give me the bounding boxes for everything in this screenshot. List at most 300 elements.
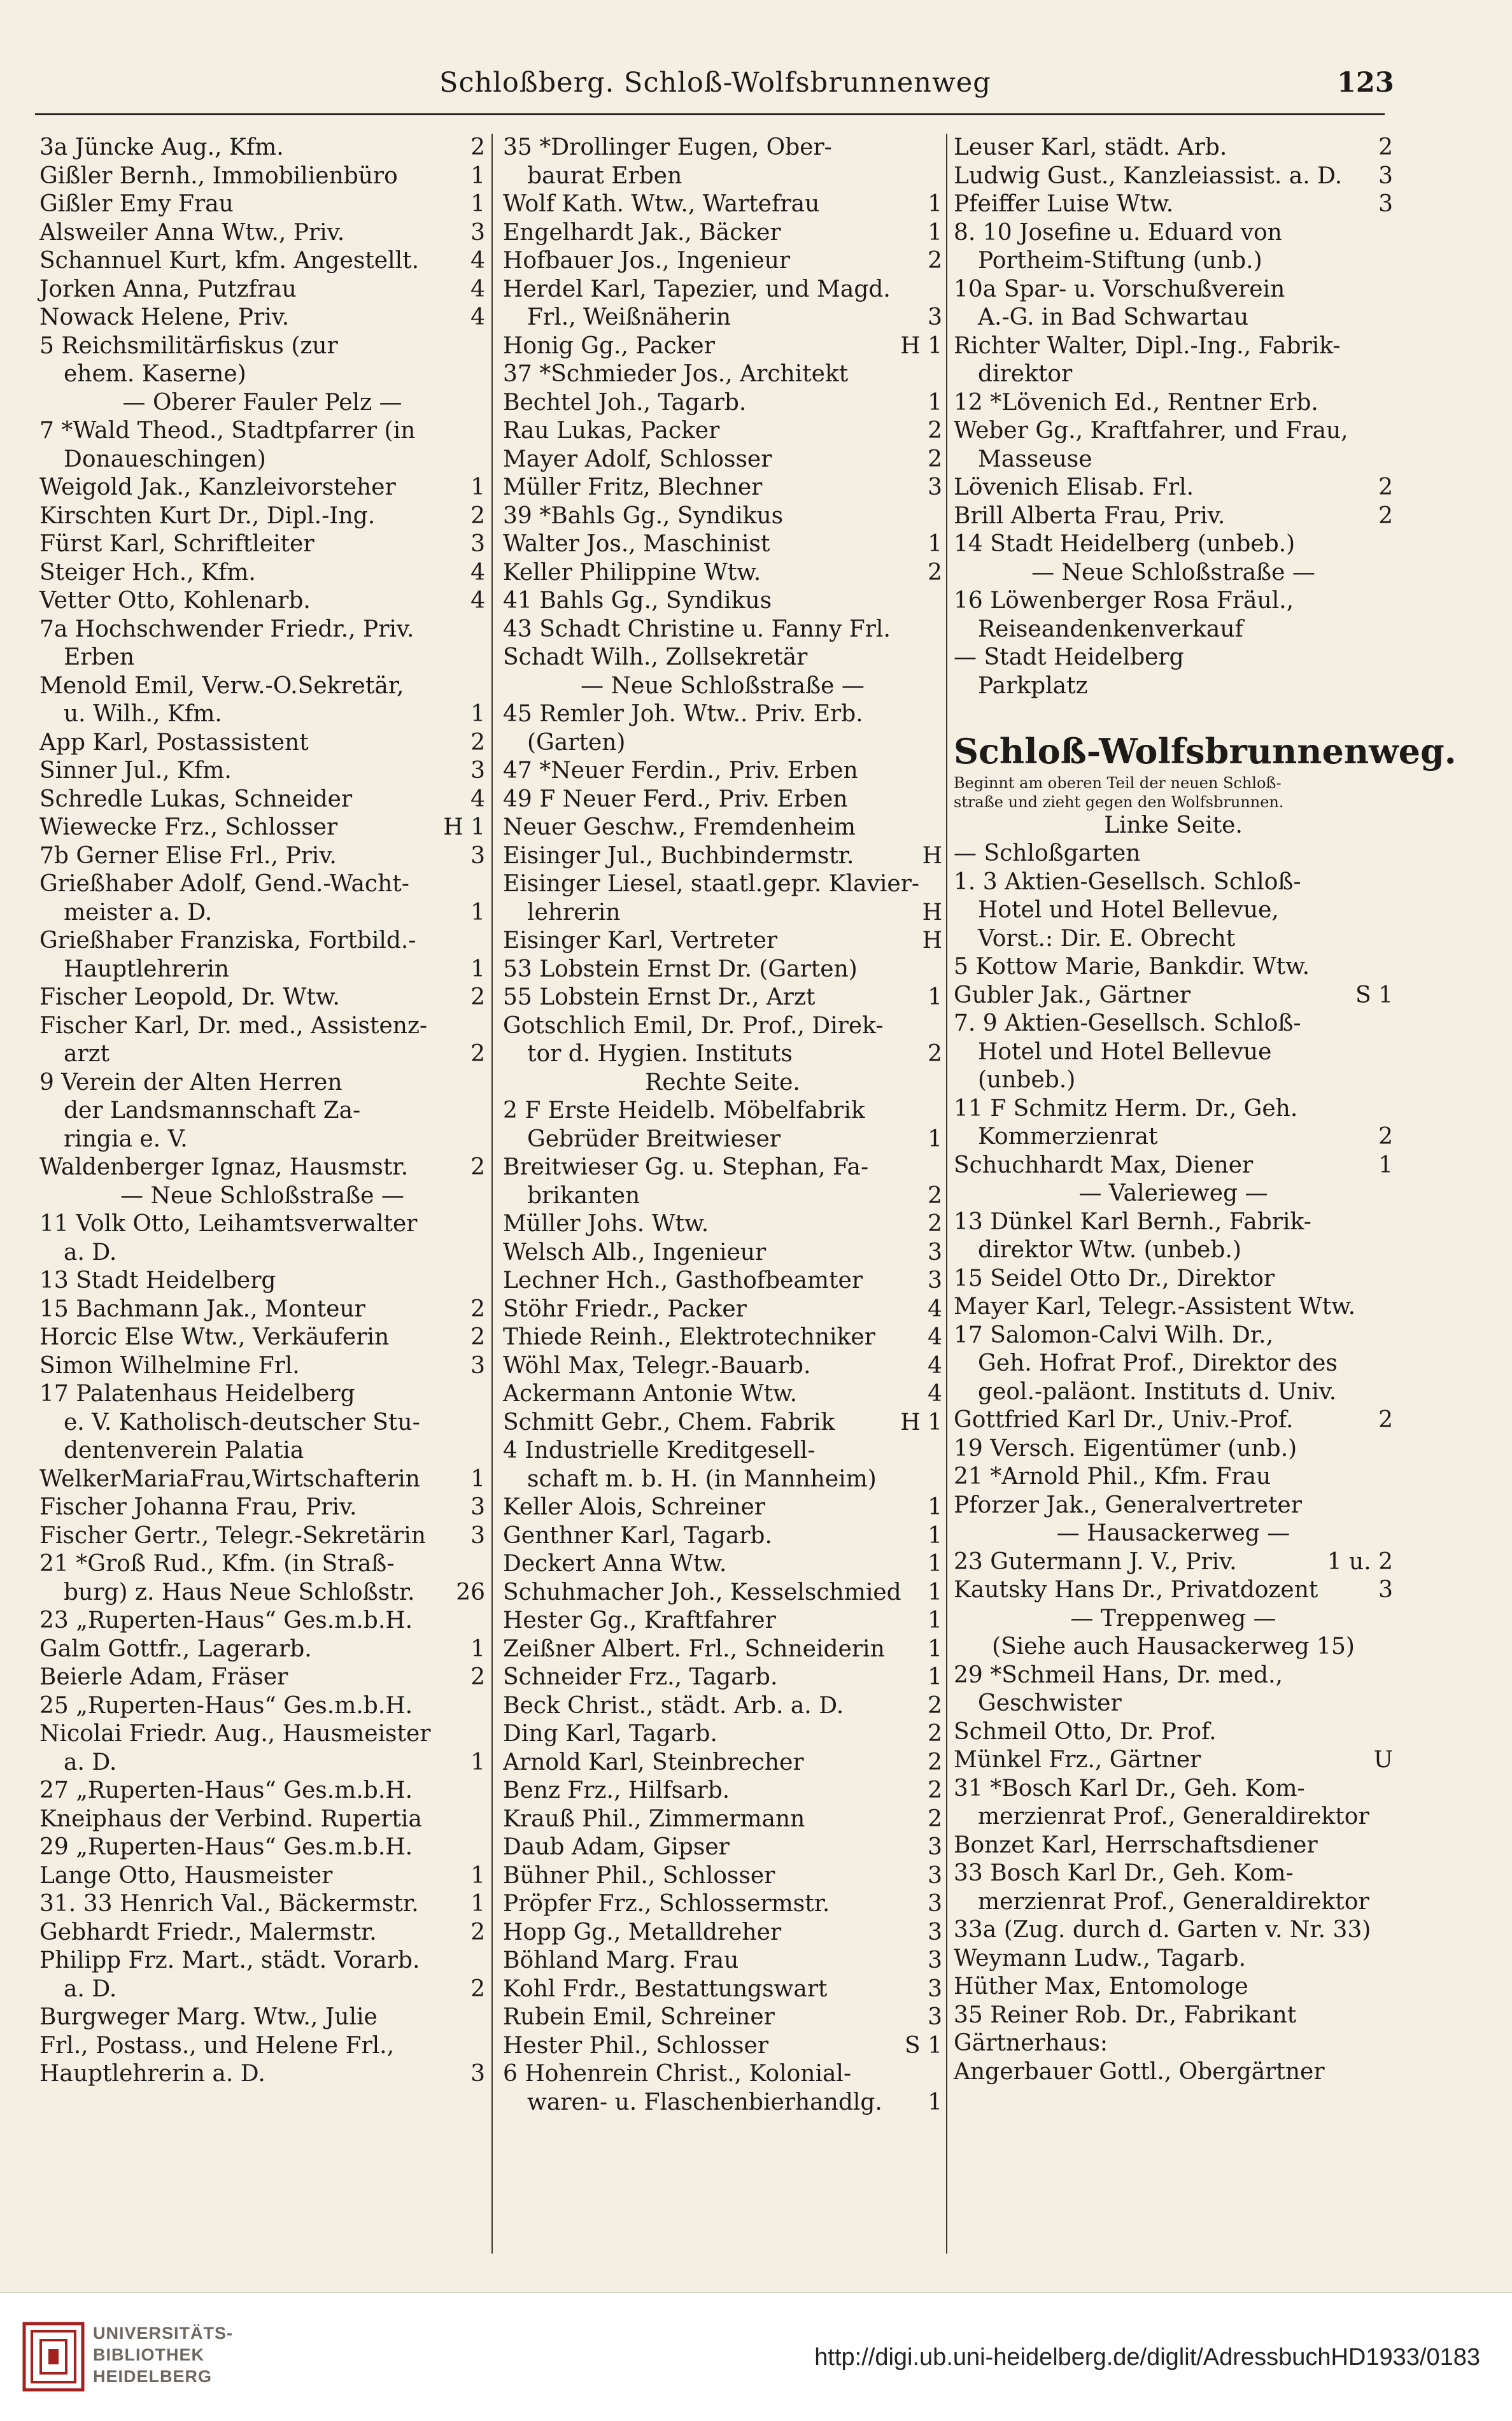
directory-entry <box>503 360 942 389</box>
directory-entry <box>503 559 942 588</box>
directory-entry <box>503 1239 942 1267</box>
floor-number: U <box>1373 1747 1393 1773</box>
directory-entry <box>39 1947 485 1975</box>
entry-text: 7a Hochschwender Friedr., Priv. <box>39 616 414 642</box>
directory-entry <box>39 899 485 928</box>
directory-entry <box>503 729 942 758</box>
directory-entry <box>39 1777 485 1805</box>
floor-number: 3 <box>470 1522 485 1549</box>
entry-text: Beierle Adam, Fräser <box>39 1664 288 1690</box>
directory-entry <box>954 389 1393 418</box>
entry-text: Schuchhardt Max, Diener <box>954 1152 1254 1178</box>
floor-number: 2 <box>928 1777 942 1803</box>
entry-text: 11 F Schmitz Herm. Dr., Geh. <box>954 1095 1298 1122</box>
entry-text: a. D. <box>64 1239 117 1266</box>
directory-entry <box>503 1692 942 1721</box>
library-name <box>93 2322 233 2387</box>
entry-text: Schadt Wilh., Zollsekretär <box>503 644 808 670</box>
floor-number: 3 <box>928 474 942 500</box>
directory-entry <box>39 2003 485 2032</box>
floor-number: 1 <box>928 389 942 416</box>
directory-entry <box>954 1406 1393 1435</box>
entry-text: Grießhaber Adolf, Gend.-Wacht- <box>39 871 409 897</box>
entry-text: Erben <box>64 644 135 670</box>
directory-entry <box>954 1095 1393 1124</box>
street-divider <box>954 1633 1393 1662</box>
directory-entry <box>954 672 1393 701</box>
floor-number: 3 <box>928 1975 942 2002</box>
directory-entry <box>954 1945 1393 1973</box>
entry-text: 29 „Ruperten-Haus“ Ges.m.b.H. <box>39 1834 413 1860</box>
entry-text: dentenverein Palatia <box>64 1437 304 1464</box>
floor-number: 2 <box>928 1041 942 1067</box>
directory-entry <box>954 1378 1393 1407</box>
street-divider <box>39 1182 485 1211</box>
directory-entry <box>503 2003 942 2032</box>
directory-entry <box>39 1663 485 1692</box>
column-right <box>954 134 1457 2254</box>
directory-entry <box>503 502 942 531</box>
floor-number: 1 <box>928 1635 942 1662</box>
floor-number: 2 <box>470 729 485 756</box>
entry-text: Richter Walter, Dipl.-Ing., Fabrik- <box>954 332 1341 359</box>
directory-entry <box>39 956 485 984</box>
entry-text: — Oberer Fauler Pelz — <box>122 389 402 416</box>
directory-entry <box>503 1833 942 1862</box>
floor-number: 1 <box>470 1635 485 1662</box>
entry-text: Wiewecke Frz., Schlosser <box>39 814 338 840</box>
floor-number: 2 <box>1378 1124 1393 1150</box>
floor-number: 3 <box>470 842 485 869</box>
directory-entry <box>39 1579 485 1607</box>
entry-text: Eisinger Liesel, staatl.gepr. Klavier- <box>503 871 920 897</box>
directory-entry <box>954 1265 1393 1294</box>
entry-text: Bühner Phil., Schlosser <box>503 1862 775 1889</box>
floor-number: 4 <box>470 786 485 812</box>
directory-entry <box>503 1975 942 2004</box>
entry-text: 17 Salomon-Calvi Wilh. Dr., <box>954 1322 1274 1348</box>
entry-text: Frl., Postass., und Helene Frl., <box>39 2032 395 2059</box>
floor-number: H 1 <box>900 332 942 359</box>
entry-text: Böhland Marg. Frau <box>503 1947 739 1973</box>
directory-entry <box>503 1352 942 1381</box>
directory-entry <box>39 276 485 304</box>
directory-entry <box>954 1123 1393 1152</box>
floor-number: S 1 <box>1355 982 1393 1008</box>
floor-number: 1 <box>928 219 942 246</box>
library-name-line: UNIVERSITÄTS- <box>93 2324 234 2343</box>
directory-entry <box>503 644 942 672</box>
entry-text: Hofbauer Jos., Ingenieur <box>503 248 791 274</box>
directory-entry <box>39 842 485 871</box>
directory-entry <box>503 162 942 191</box>
directory-entry <box>39 2060 485 2089</box>
floor-number: 4 <box>470 588 485 614</box>
directory-entry <box>39 927 485 956</box>
entry-text: Reiseandenkenverkauf <box>978 616 1243 642</box>
directory-entry <box>503 1635 942 1664</box>
entry-text: 49 F Neuer Ferd., Priv. Erben <box>503 786 848 812</box>
directory-entry <box>503 587 942 616</box>
directory-entry <box>39 190 485 219</box>
entry-text: Schneider Frz., Tagarb. <box>503 1664 778 1690</box>
entry-text: Mayer Adolf, Schlosser <box>503 446 772 472</box>
directory-entry <box>39 474 485 502</box>
directory-entry <box>39 786 485 814</box>
directory-entry <box>503 700 942 729</box>
directory-entry <box>503 332 942 361</box>
floor-number: 1 <box>928 1126 942 1152</box>
floor-number: 2 <box>928 446 942 472</box>
entry-text: Weymann Ludw., Tagarb. <box>954 1945 1247 1972</box>
entry-text: 27 „Ruperten-Haus“ Ges.m.b.H. <box>39 1777 413 1803</box>
directory-entry <box>503 927 942 956</box>
directory-entry <box>503 842 942 871</box>
floor-number: 2 <box>470 984 485 1010</box>
entry-text: Fischer Gertr., Telegr.-Sekretärin <box>39 1522 426 1549</box>
permalink[interactable]: http://digi.ub.uni-heidelberg.de/diglit/AdressbuchHD1933/0183 <box>814 2344 1480 2371</box>
street-divider <box>954 812 1393 840</box>
entry-text: 8. 10 Josefine u. Eduard von <box>954 219 1282 246</box>
entry-text: 19 Versch. Eigentümer (unb.) <box>954 1435 1297 1462</box>
entry-text: Daub Adam, Gipser <box>503 1834 730 1860</box>
directory-entry <box>39 417 485 446</box>
street-divider <box>954 1605 1393 1634</box>
entry-text: 1. 3 Aktien-Gesellsch. Schloß- <box>954 868 1301 895</box>
floor-number: 2 <box>928 248 942 274</box>
viewer-footer <box>0 2292 1512 2421</box>
floor-number: 3 <box>928 1947 942 1973</box>
floor-number: 3 <box>470 1494 485 1520</box>
directory-entry <box>39 1919 485 1947</box>
entry-text: 35 Reiner Rob. Dr., Fabrikant <box>954 2001 1297 2028</box>
directory-entry <box>503 2060 942 2089</box>
directory-entry <box>39 1295 485 1324</box>
entry-text: 31 *Bosch Karl Dr., Geh. Kom- <box>954 1775 1305 1802</box>
entry-text: — Hausackerweg — <box>1056 1520 1290 1546</box>
entry-text: a. D. <box>64 1975 117 2002</box>
directory-entry <box>503 1777 942 1805</box>
floor-number: 1 <box>470 1749 485 1775</box>
entry-text: (unbeb.) <box>978 1067 1076 1093</box>
entry-text: Genthner Karl, Tagarb. <box>503 1522 772 1549</box>
floor-number: 1 <box>928 1522 942 1549</box>
street-divider <box>39 389 485 418</box>
directory-entry <box>39 587 485 616</box>
entry-text: Menold Emil, Verw.-O.Sekretär, <box>39 672 404 699</box>
entry-text: Burgweger Marg. Wtw., Julie <box>39 2004 378 2030</box>
directory-entry <box>39 984 485 1012</box>
entry-text: (Siehe auch Hausackerweg 15) <box>992 1634 1355 1660</box>
directory-entry <box>503 1947 942 1975</box>
directory-entry <box>503 814 942 842</box>
entry-text: Alsweiler Anna Wtw., Priv. <box>39 219 345 246</box>
entry-text: Hauptlehrerin a. D. <box>39 2061 265 2087</box>
entry-text: Steiger Hch., Kfm. <box>39 559 256 586</box>
entry-text: Zeißner Albert. Frl., Schneiderin <box>503 1635 885 1662</box>
directory-entry <box>39 1805 485 1834</box>
directory-entry <box>39 1437 485 1465</box>
directory-entry <box>954 446 1393 474</box>
entry-text: 43 Schadt Christine u. Fanny Frl. <box>503 616 891 642</box>
directory-entry <box>39 247 485 276</box>
entry-text: ehem. Kaserne) <box>64 361 246 387</box>
entry-text: ringia e. V. <box>64 1126 188 1152</box>
directory-entry <box>954 868 1393 897</box>
directory-entry <box>39 332 485 361</box>
directory-entry <box>503 474 942 502</box>
entry-text: e. V. Katholisch-deutscher Stu- <box>64 1409 420 1436</box>
floor-number: 3 <box>928 1891 942 1917</box>
entry-text: Benz Frz., Hilfsarb. <box>503 1777 730 1803</box>
entry-text: 11 Volk Otto, Leihamtsverwalter <box>39 1211 418 1237</box>
directory-entry <box>503 417 942 446</box>
directory-entry <box>39 644 485 672</box>
entry-text: Müller Fritz, Blechner <box>503 474 763 500</box>
directory-entry <box>954 1832 1393 1860</box>
directory-entry <box>954 1208 1393 1237</box>
entry-text: Gotschlich Emil, Dr. Prof., Direk- <box>503 1012 884 1039</box>
entry-text: — Neue Schloßstraße — <box>120 1182 404 1209</box>
directory-entry <box>503 2032 942 2061</box>
directory-entry <box>954 896 1393 925</box>
directory-entry <box>503 1465 942 1494</box>
entry-text: Simon Wilhelmine Frl. <box>39 1352 300 1379</box>
directory-entry <box>503 1295 942 1324</box>
entry-text: 29 *Schmeil Hans, Dr. med., <box>954 1662 1283 1688</box>
entry-text: Ackermann Antonie Wtw. <box>503 1381 798 1407</box>
entry-text: Schloß-Wolfsbrunnenweg. <box>954 730 1457 772</box>
entry-text: (Garten) <box>527 729 626 756</box>
directory-entry <box>954 1492 1393 1520</box>
floor-number: 1 <box>470 956 485 982</box>
directory-entry <box>954 1973 1393 2001</box>
directory-entry <box>503 1663 942 1692</box>
floor-number: 4 <box>470 248 485 274</box>
directory-entry <box>503 219 942 248</box>
directory-entry <box>954 587 1393 616</box>
entry-text: 6 Hohenrein Christ., Kolonial- <box>503 2061 852 2087</box>
directory-entry <box>39 1749 485 1777</box>
entry-text: Hester Phil., Schlosser <box>503 2032 769 2059</box>
directory-entry <box>39 729 485 758</box>
floor-number: 3 <box>1378 162 1393 189</box>
floor-number: 3 <box>928 1919 942 1945</box>
entry-text: Breitwieser Gg. u. Stephan, Fa- <box>503 1154 869 1180</box>
directory-entry <box>954 1435 1393 1464</box>
entry-text: Kautsky Hans Dr., Privatdozent <box>954 1577 1318 1603</box>
directory-entry <box>503 1805 942 1834</box>
directory-entry <box>39 162 485 191</box>
directory-entry <box>39 1465 485 1494</box>
directory-entry <box>503 1862 942 1891</box>
entry-text: Frl., Weißnäherin <box>527 304 731 330</box>
entry-text: Bonzet Karl, Herrschaftsdiener <box>954 1832 1318 1858</box>
floor-number: 2 <box>470 134 485 160</box>
entry-text: Waldenberger Ignaz, Hausmstr. <box>39 1154 409 1180</box>
directory-entry <box>954 982 1393 1010</box>
entry-text: Gärtnerhaus: <box>954 2030 1108 2056</box>
entry-text: Angerbauer Gottl., Obergärtner <box>954 2058 1325 2085</box>
entry-text: der Landsmannschaft Za- <box>64 1098 361 1124</box>
directory-entry <box>954 2001 1393 2030</box>
entry-text: merzienrat Prof., Generaldirektor <box>978 1888 1369 1915</box>
entry-text: Eisinger Jul., Buchbindermstr. <box>503 842 854 869</box>
floor-number: 2 <box>928 1805 942 1832</box>
floor-number: 3 <box>1378 191 1393 217</box>
entry-text: Schuhmacher Joh., Kesselschmied <box>503 1579 901 1606</box>
street-divider <box>503 672 942 701</box>
floor-number: 2 <box>928 1721 942 1747</box>
entry-text: Hotel und Hotel Bellevue <box>978 1038 1272 1065</box>
entry-text: Bechtel Joh., Tagarb. <box>503 389 747 416</box>
column-left <box>39 134 485 2254</box>
floor-number: 1 <box>928 984 942 1010</box>
floor-number: 1 <box>470 191 485 217</box>
directory-entry <box>503 1182 942 1211</box>
entry-text: Wolf Kath. Wtw., Wartefrau <box>503 191 820 217</box>
entry-text: Ding Karl, Tagarb. <box>503 1721 717 1747</box>
floor-number: H 1 <box>443 814 485 840</box>
directory-entry <box>503 134 942 162</box>
directory-entry <box>954 953 1393 982</box>
floor-number: 2 <box>928 1749 942 1775</box>
directory-entry <box>39 446 485 474</box>
entry-text: Wöhl Max, Telegr.-Bauarb. <box>503 1352 811 1379</box>
entry-text: Honig Gg., Packer <box>503 332 715 359</box>
entry-text: Gißler Emy Frau <box>39 191 234 217</box>
entry-text: Lechner Hch., Gasthofbeamter <box>503 1267 863 1294</box>
column-divider <box>491 134 493 2254</box>
directory-entry <box>503 1919 942 1947</box>
entry-text: Beginnt am oberen Teil der neuen Schloß- <box>954 773 1282 792</box>
entry-text: Kirschten Kurt Dr., Dipl.-Ing. <box>39 502 376 529</box>
entry-text: 2 F Erste Heidelb. Möbelfabrik <box>503 1098 865 1124</box>
entry-text: Weigold Jak., Kanzleivorsteher <box>39 474 396 500</box>
entry-text: Galm Gottfr., Lagerarb. <box>39 1635 312 1662</box>
entry-text: 9 Verein der Alten Herren <box>39 1069 343 1096</box>
entry-text: Rubein Emil, Schreiner <box>503 2004 775 2030</box>
entry-text: 25 „Ruperten-Haus“ Ges.m.b.H. <box>39 1692 413 1719</box>
entry-text: 13 Stadt Heidelberg <box>39 1267 276 1294</box>
directory-entry <box>39 1607 485 1635</box>
floor-number: 2 <box>928 1182 942 1209</box>
floor-number: 3 <box>928 304 942 330</box>
directory-entry <box>954 1152 1393 1180</box>
entry-text: Ludwig Gust., Kanzleiassist. a. D. <box>954 162 1343 189</box>
floor-number: 4 <box>470 559 485 586</box>
entry-text: Stöhr Friedr., Packer <box>503 1295 747 1322</box>
entry-text: a. D. <box>64 1749 117 1775</box>
entry-text: Hester Gg., Kraftfahrer <box>503 1607 776 1634</box>
entry-text: Fischer Karl, Dr. med., Assistenz- <box>39 1012 428 1039</box>
entry-text: Horcic Else Wtw., Verkäuferin <box>39 1324 390 1350</box>
column-middle <box>503 134 942 2254</box>
directory-entry <box>954 1038 1393 1067</box>
floor-number: 1 <box>928 1664 942 1690</box>
floor-number: 1 <box>470 1465 485 1492</box>
directory-entry <box>954 1718 1393 1747</box>
running-head <box>0 67 1512 111</box>
page-title: Schloßberg. Schloß-Wolfsbrunnenweg <box>439 67 991 99</box>
entry-text: burg) z. Haus Neue Schloßstr. <box>64 1579 415 1606</box>
entry-text: 4 Industrielle Kreditgesell- <box>503 1437 816 1464</box>
directory-entry <box>954 247 1393 276</box>
entry-text: 45 Remler Joh. Wtw.. Priv. Erb. <box>503 701 863 727</box>
directory-entry <box>503 1323 942 1352</box>
entry-text: Beck Christ., städt. Arb. a. D. <box>503 1692 844 1719</box>
directory-entry <box>39 870 485 899</box>
floor-number: 3 <box>928 1239 942 1266</box>
directory-entry <box>503 616 942 644</box>
directory-entry <box>503 1720 942 1749</box>
directory-entry <box>39 1352 485 1381</box>
entry-text: Pforzer Jak., Generalvertreter <box>954 1492 1302 1518</box>
entry-text: 23 Gutermann J. V., Priv. <box>954 1548 1237 1575</box>
entry-text: Leuser Karl, städt. Arb. <box>954 134 1227 160</box>
entry-text: arzt <box>64 1041 110 1067</box>
directory-entry <box>503 1380 942 1409</box>
entry-text: 5 Reichsmilitärfiskus (zur <box>39 332 338 359</box>
entry-text: 47 *Neuer Ferdin., Priv. Erben <box>503 758 858 784</box>
floor-number: 1 <box>1378 1152 1393 1178</box>
entry-text: — Stadt Heidelberg <box>954 644 1184 670</box>
entry-text: Fischer Johanna Frau, Priv. <box>39 1494 357 1520</box>
floor-number: 3 <box>928 2004 942 2030</box>
directory-entry <box>954 2029 1393 2058</box>
floor-number: 4 <box>928 1352 942 1379</box>
directory-entry <box>954 190 1393 219</box>
directory-entry <box>954 1860 1393 1888</box>
floor-number: 2 <box>470 502 485 529</box>
directory-entry <box>503 1040 942 1069</box>
directory-entry <box>954 1662 1393 1690</box>
directory-entry <box>503 1126 942 1154</box>
entry-text: 14 Stadt Heidelberg (unbeb.) <box>954 531 1296 557</box>
entry-text: Brill Alberta Frau, Priv. <box>954 502 1226 529</box>
entry-text: Gißler Bernh., Immobilienbüro <box>39 162 398 189</box>
entry-text: waren- u. Flaschenbierhandlg. <box>527 2089 882 2115</box>
section-heading <box>954 729 1457 773</box>
floor-number: 3 <box>470 219 485 246</box>
directory-entry <box>954 1916 1393 1945</box>
page-number: 123 <box>1337 67 1394 99</box>
entry-text: 21 *Arnold Phil., Kfm. Frau <box>954 1464 1271 1490</box>
entry-text: Kneiphaus der Verbind. Rupertia <box>39 1805 422 1832</box>
directory-entry <box>39 700 485 729</box>
entry-text: Herdel Karl, Tapezier, und Magd. <box>503 276 891 302</box>
floor-number: 3 <box>470 758 485 784</box>
floor-number: 2 <box>470 1041 485 1067</box>
entry-text: Kommerzienrat <box>978 1124 1158 1150</box>
floor-number: 1 <box>928 1494 942 1520</box>
directory-entry <box>503 1437 942 1465</box>
entry-text: Neuer Geschw., Fremdenheim <box>503 814 856 840</box>
entry-text: Müller Johs. Wtw. <box>503 1211 709 1237</box>
entry-text: Eisinger Karl, Vertreter <box>503 928 778 954</box>
entry-text: merzienrat Prof., Generaldirektor <box>978 1803 1369 1830</box>
directory-entry <box>954 1066 1393 1095</box>
entry-text: 12 *Lövenich Ed., Rentner Erb. <box>954 389 1318 416</box>
directory-entry <box>39 134 485 162</box>
directory-entry <box>503 757 942 786</box>
floor-number: 1 <box>470 1891 485 1917</box>
floor-number: 1 <box>928 1551 942 1577</box>
entry-text: Walter Jos., Maschinist <box>503 531 770 557</box>
entry-text: A.-G. in Bad Schwartau <box>978 304 1249 330</box>
floor-number: 3 <box>928 1834 942 1860</box>
directory-entry <box>39 530 485 559</box>
